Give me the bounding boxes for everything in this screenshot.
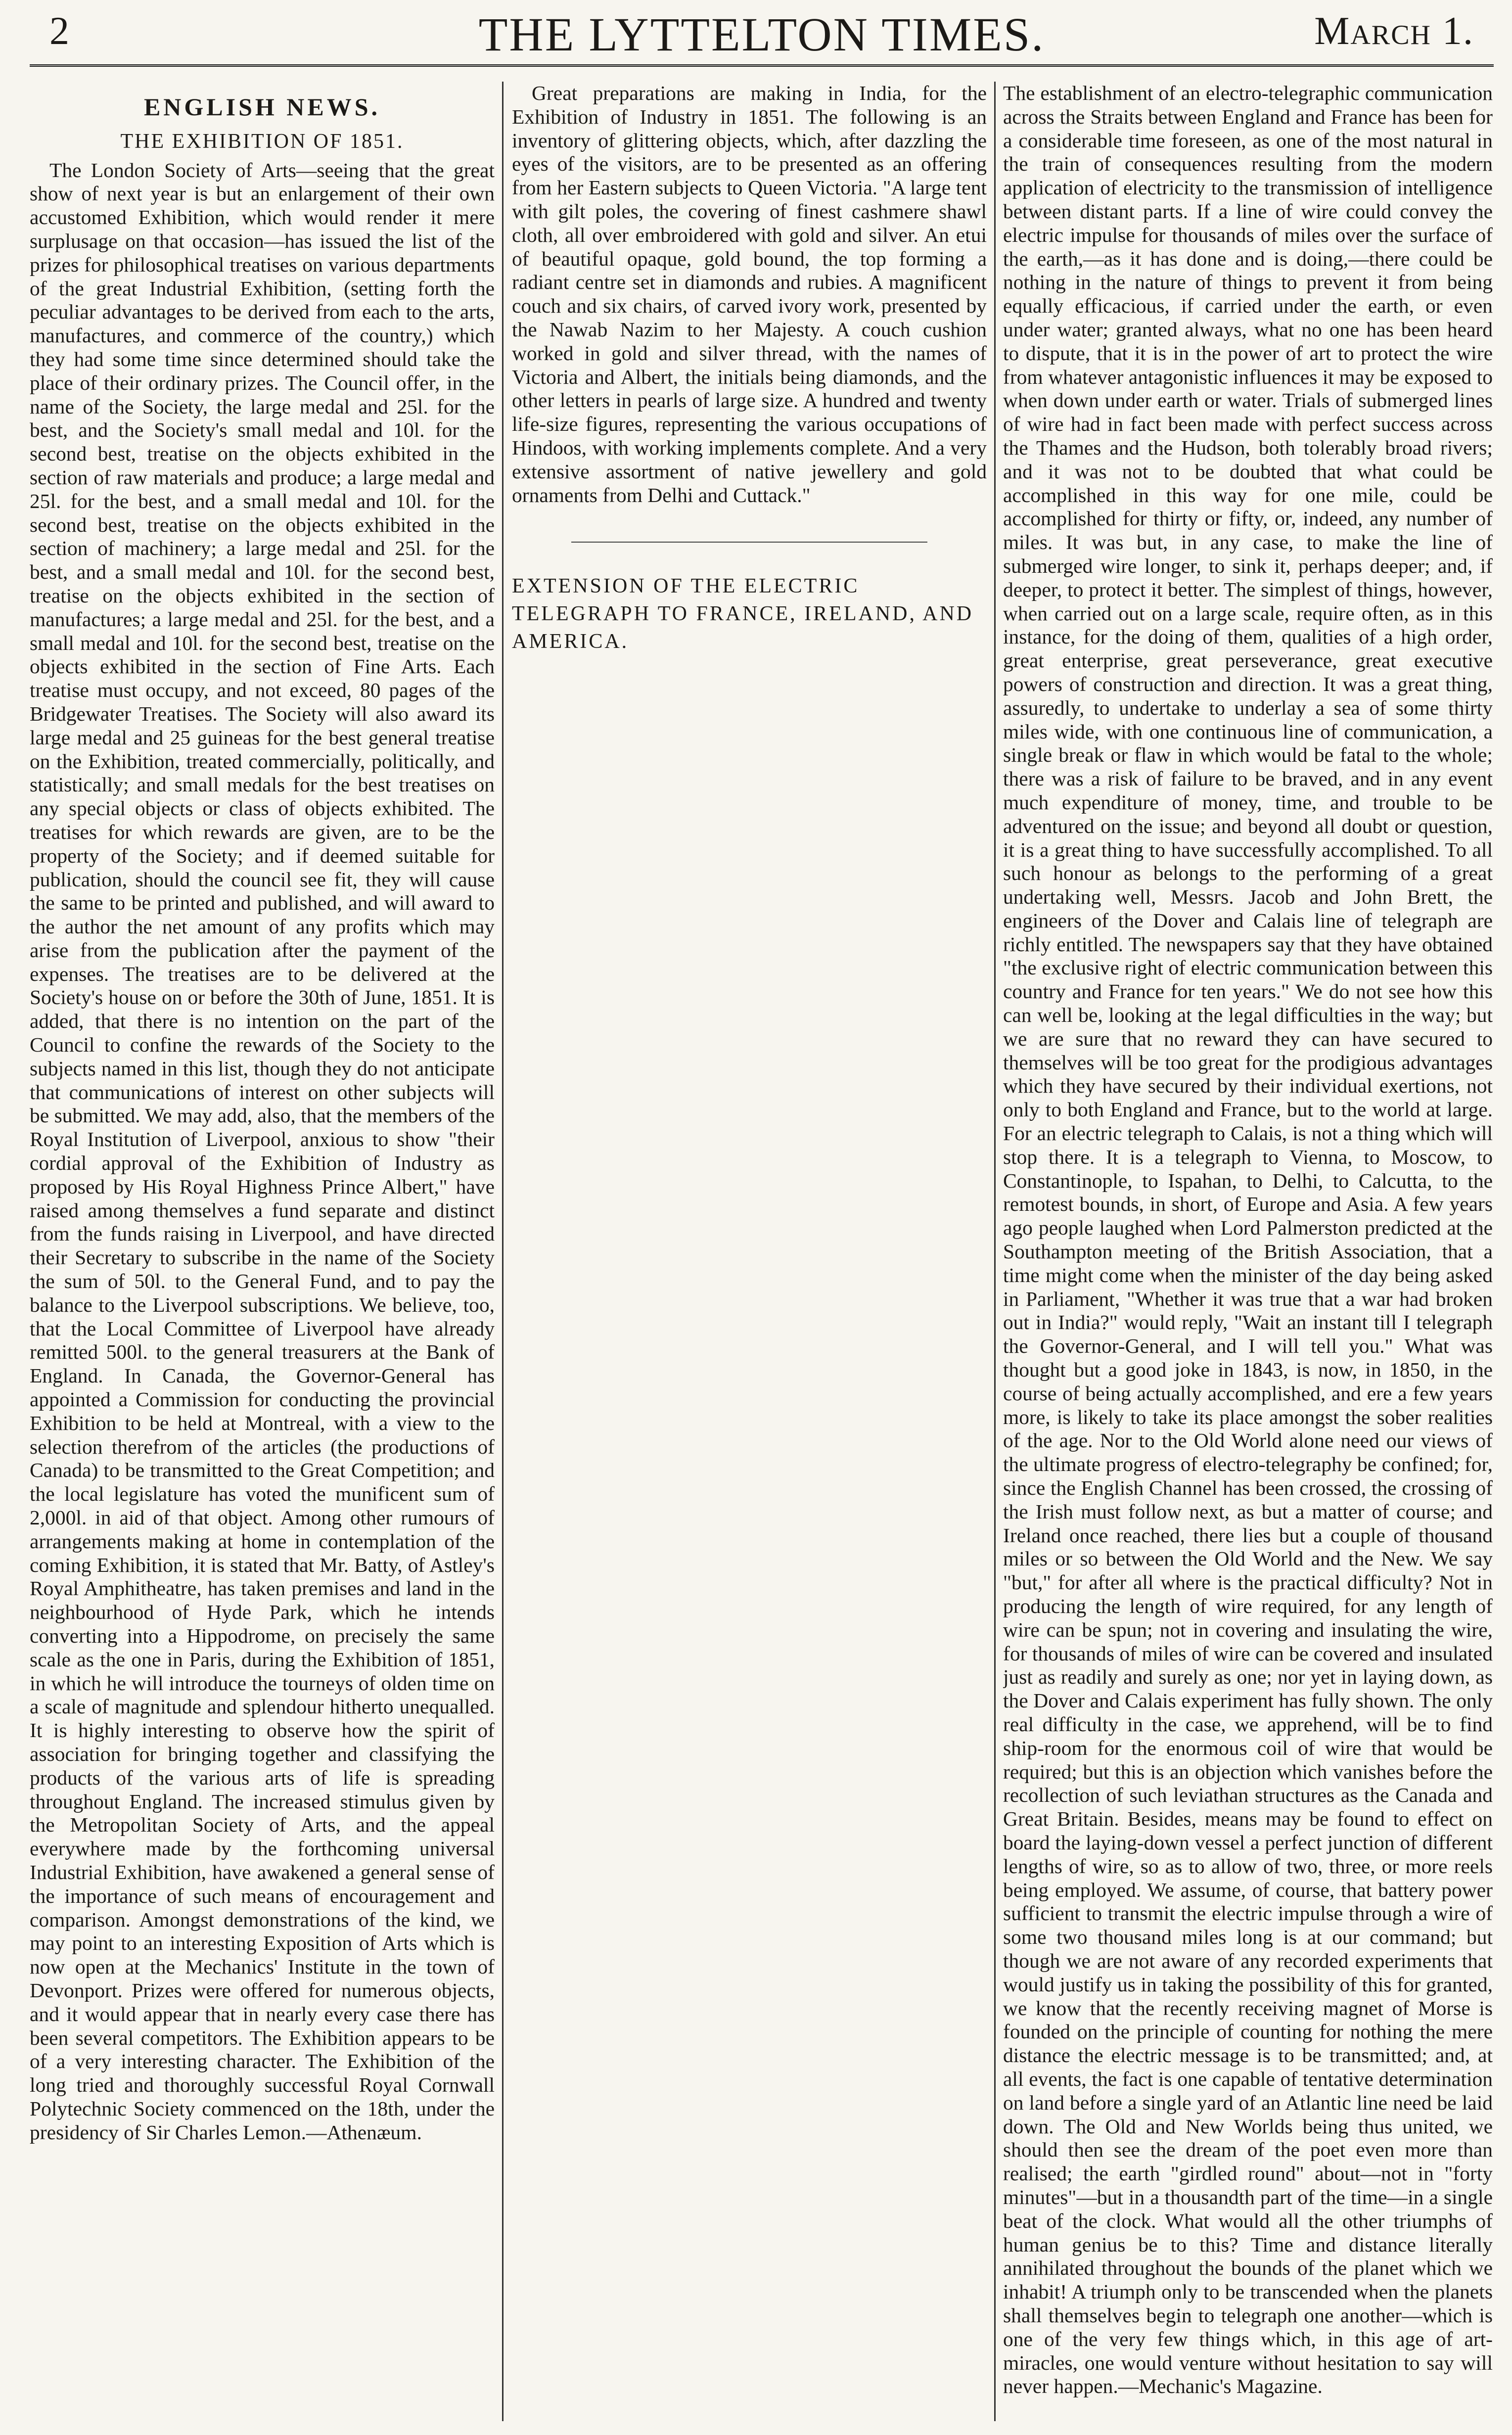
column-2 <box>512 82 987 2421</box>
column-divider <box>502 82 504 2421</box>
issue-date: March 1. <box>1314 9 1474 53</box>
telegraph-article-text-continued: The establishment of an electro-telegraphic communication across the Straits between England and France has been for a considerable time foreseen, as one of the most natural in the train of consequences resulting from the modern application of electricity to the transmission of intelligence between distant parts. If a line of wire could convey the electric impulse for thousands of miles over the surface of the earth,—as it has done and is doing,—there could be nothing in the nature of things to prevent it from being equally efficacious, if carried under the earth, or even under water; granted always, what no one has been heard to dispute, that it is in the power of art to protect the wire from whatever antagonistic influences it may be exposed to when down under earth or water. Trials of submerged lines of wire had in fact been made with perfect success across the Thames and the Hudson, both tolerably broad rivers; and it was not to be doubted that what could be accomplished in this way for one mile, could be accomplished for thirty or fifty, or, indeed, any number of miles. It was but, in any case, to make the line of submerged wire longer, to sink it, perhaps deeper; and, if deeper, to protect it better. The simplest of things, however, when carried out on a large scale, require often, as in this instance, for the doing of them, qualities of a high order, great enterprise, great perseverance, great executive powers of construction and direction. It was a great thing, assuredly, to undertake to underlay a sea of some thirty miles wide, with one continuous line of communication, a single break or flaw in which would be fatal to the whole; there was a risk of failure to be braved, and in any event much expenditure of money, time, and trouble to be adventured on the issue; and beyond all doubt or question, it is a great thing to have successfully accomplished. To all such honour as belongs to the performing of a great undertaking well, Messrs. Jacob and John Brett, the engineers of the Dover and Calais line of telegraph are richly entitled. The newspapers say that they have obtained "the exclusive right of electric communication between this country and France for ten years." We do not see how this can well be, looking at the legal difficulties in the way; but we are sure that no reward they can have secured to themselves will be too great for the prodigious advantages which they have secured by their individual exertions, not only to both England and France, but to the world at large. For an electric telegraph to Calais, is not a thing which will stop there. It is a telegraph to Vienna, to Moscow, to Constantinople, to Ispahan, to Delhi, to Calcutta, to the remotest bounds, in short, of Europe and Asia. A few years ago people laughed when Lord Palmerston predicted at the Southampton meeting of the British Association, that a time might come when the minister of the day being asked in Parliament, "Whether it was true that a war had broken out in India?" would reply, "Wait an instant till I telegraph the Governor-General, and I will tell you." What was thought but a good joke in 1843, is now, in 1850, in the course of being actually accomplished, and ere a few years more, is likely to take its place amongst the sober realities of the age. Nor to the Old World alone need our views of the ultimate progress of electro-telegraphy be confined; for, since the English Channel has been crossed, the crossing of the Irish must follow next, as but a matter of course; and Ireland once reached, there lies but a couple of thousand miles or so between the Old World and the New. We say "but," for after all where is the practical difficulty? Not in producing the length of wire required, for any length of wire can be spun; not in covering and insulating the wire, for thousands of miles of wire can be covered and insulated just as readily and surely as one; nor yet in laying down, as the Dover and Calais experiment has fully shown. The only real difficulty in the case, we apprehend, will be to find ship-room for the enormous coil of wire that would be required; but this is an objection which vanishes before the recollection of such leviathan structures as the Canada and Great Britain. Besides, means may be found to effect on board the laying-down vessel a perfect junction of different lengths of wire, so as to allow of two, three, or more reels being employed. We assume, of course, that battery power sufficient to transmit the electric impulse through a wire of some two thousand miles long is at our command; but though we are not aware of any recorded experiments that would justify us in taking the possibility of this for granted, we know that the recently receiving magnet of Morse is founded on the principle of counting for nothing the mere distance the electric message is to be transmitted; and, at all events, the fact is one capable of tentative determination on land before a single yard of an Atlantic line need be laid down. The Old and New Worlds being thus united, we should then see the dream of the poet even more than realised; the earth "girdled round" about—not in "forty minutes"—but in a thousandth part of the time—in a single beat of the clock. What would all the other triumphs of human genius be to this? Time and distance literally annihilated throughout the bounds of the planet which we inhabit! A triumph only to be transcended when the planets shall themselves begin to telegraph one another—which is one of the very few things which, in this age of art-miracles, one would venture without hesitation to say will never happen.—Mechanic's Magazine. <box>1003 82 1493 2398</box>
india-preparations-text: Great preparations are making in India, for the Exhibition of Industry in 1851. The following is an inventory of glittering objects, which, after dazzling the eyes of the visitors, are to be presented as an offering from her Eastern subjects to Queen Victoria. "A large tent with gilt poles, the covering of finest cashmere shawl cloth, all over embroidered with gold and silver. An etui of beautiful opaque, gold bound, the top forming a radiant centre set in diamonds and rubies. A magnificent couch and six chairs, of carved ivory work, presented by the Nawab Nazim to her Majesty. A couch cushion worked in gold and silver thread, with the names of Victoria and Albert, the initials being diamonds, and the other letters in pearls of large size. A hundred and twenty life-size figures, representing the various occupations of Hindoos, with working implements complete. And a very extensive assortment of native jewellery and gold ornaments from Delhi and Cuttack." <box>512 82 987 506</box>
telegraph-article-continued <box>1003 82 1493 2398</box>
telegraph-heading: EXTENSION OF THE ELECTRIC TELEGRAPH TO FRANCE, IRELAND, AND AMERICA. <box>512 575 974 653</box>
article-divider <box>571 542 927 543</box>
newspaper-title: THE LYTTELTON TIMES. <box>478 8 1045 61</box>
column-3 <box>1003 82 1493 2421</box>
page-number: 2 <box>49 9 69 53</box>
masthead <box>30 0 1494 67</box>
column-divider <box>994 82 996 2421</box>
section-title: ENGLISH NEWS. <box>143 93 381 121</box>
column-1 <box>30 82 495 2421</box>
exhibition-article-text: The London Society of Arts—seeing that the great show of next year is but an enlargement of their own accustomed Exhibition, which would render it mere surplusage on that occasion—has issued the list of the prizes for philosophical treatises on various departments of the great Industrial Exhibition, (setting forth the peculiar advantages to be derived from each to the arts, manufactures, and commerce of the country,) which they had some time since determined should take the place of their ordinary prizes. The Council offer, in the name of the Society, the large medal and 25l. for the best, and the Society's small medal and 10l. for the second best, treatise on the objects exhibited in the section of raw materials and produce; a large medal and 25l. for the best, and a small medal and 10l. for the second best, treatise on the objects exhibited in the section of machinery; a large medal and 25l. for the best, and a small medal and 10l. for the second best, treatise on the objects exhibited in the section of manufactures; a large medal and 25l. for the best, and a small medal and 10l. for the second best, treatise on the objects exhibited in the section of Fine Arts. Each treatise must occupy, and not exceed, 80 pages of the Bridgewater Treatises. The Society will also award its large medal and 25 guineas for the best general treatise on the Exhibition, treated commercially, politically, and statistically; and small medals for the best treatises on any special objects or class of objects exhibited. The treatises for which rewards are given, are to be the property of the Society; and if deemed suitable for publication, should the council see fit, they will cause the same to be printed and published, and will award to the author the net amount of any profits which may arise from the publication after the payment of the expenses. The treatises are to be delivered at the Society's house on or before the 30th of June, 1851. It is added, that there is no intention on the part of the Council to confine the rewards of the Society to the subjects named in this list, though they do not anticipate that communications of interest on other subjects will be submitted. We may add, also, that the members of the Royal Institution of Liverpool, anxious to show "their cordial approval of the Exhibition of Industry as proposed by His Royal Highness Prince Albert," have raised among themselves a fund separate and distinct from the funds raising in Liverpool, and have directed their Secretary to subscribe in the name of the Society the sum of 50l. to the General Fund, and to pay the balance to the Liverpool subscriptions. We believe, too, that the Local Committee of Liverpool have already remitted 500l. to the general treasurers at the Bank of England. In Canada, the Governor-General has appointed a Commission for conducting the provincial Exhibition to be held at Montreal, with a view to the selection therefrom of the articles (the productions of Canada) to be transmitted to the Great Competition; and the local legislature has voted the munificent sum of 2,000l. in aid of that object. Among other rumours of arrangements making at home in contemplation of the coming Exhibition, it is stated that Mr. Batty, of Astley's Royal Amphitheatre, has taken premises and land in the neighbourhood of Hyde Park, which he intends converting into a Hippodrome, on precisely the same scale as the one in Paris, during the Exhibition of 1851, in which he will introduce the tourneys of olden time on a scale of magnitude and splendour hitherto unequalled. It is highly interesting to observe how the spirit of association for bringing together and classifying the products of the various arts of life is spreading throughout England. The increased stimulus given by the Metropolitan Society of Arts, and the appeal everywhere made by the forthcoming universal Industrial Exhibition, have awakened a general sense of the importance of such means of encouragement and comparison. Amongst demonstrations of the kind, we may point to an interesting Exposition of Arts which is now open at the Mechanics' Institute in the town of Devonport. Prizes were offered for numerous objects, and it would appear that in nearly every case there has been several competitors. The Exhibition appears to be of a very interesting character. The Exhibition of the long tried and thoroughly successful Royal Cornwall Polytechnic Society commenced on the 18th, under the presidency of Sir Charles Lemon.—Athenæum. <box>30 158 495 2144</box>
article-subheading: THE EXHIBITION OF 1851. <box>120 130 404 153</box>
